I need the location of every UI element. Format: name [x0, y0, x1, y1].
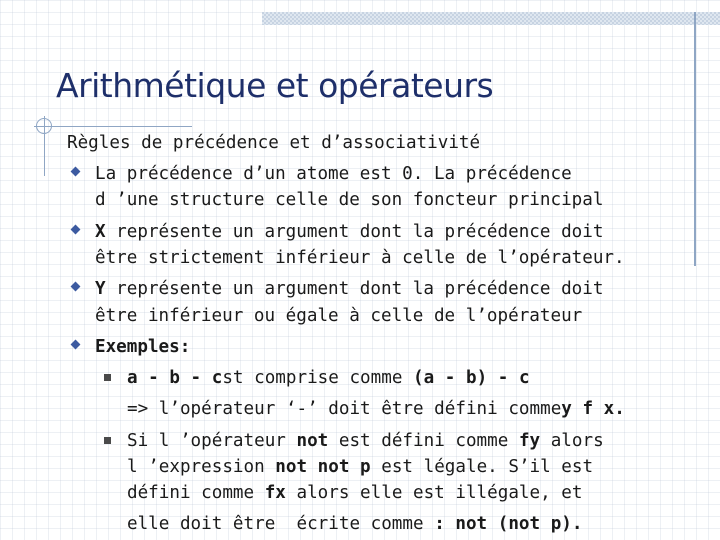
keyword-fy: fy: [518, 431, 541, 451]
example-2-line-4: [127, 513, 582, 535]
var-x: X: [95, 222, 106, 242]
example-1-line-2: [127, 398, 625, 420]
keyword-not-not-p-paren: : not (not p).: [434, 514, 583, 534]
bullet-3-line-1: [95, 278, 603, 300]
diamond-bullet-icon: [71, 282, 81, 292]
bullet-2-line-1: [95, 221, 603, 243]
diamond-bullet-icon: [71, 340, 81, 350]
examples-label: Exemples:: [95, 337, 191, 357]
bullet-2-text: représente un argument dont la précédence doit: [105, 222, 604, 242]
text: défini comme: [127, 483, 265, 503]
example-1-line-1: [127, 367, 530, 389]
text: Si l ’opérateur: [127, 431, 297, 451]
diamond-bullet-icon: [71, 225, 81, 235]
slide-title: Arithmétique et opérateurs: [56, 66, 494, 105]
bullet-3-text: représente un argument dont la précédence doit: [105, 279, 604, 299]
text: elle doit être écrite comme: [127, 514, 435, 534]
text: alors: [540, 431, 604, 451]
diamond-bullet-icon: [71, 167, 81, 177]
keyword-not-not-p: not not p: [275, 457, 371, 477]
bullet-1-line-2: d ’une structure celle de son foncteur principal: [95, 190, 604, 210]
keyword-fx: fx: [264, 483, 286, 503]
bullet-2-line-2: être strictement inférieur à celle de l’opérateur.: [95, 248, 625, 268]
example-1-rule: => l’opérateur ‘-’ doit être défini comme: [127, 399, 562, 419]
bullet-1-line-1: La précédence d’un atome est 0. La précédence: [95, 164, 572, 184]
example-2-line-1: [127, 430, 604, 452]
var-y: Y: [95, 279, 106, 299]
text: alors elle est illégale, et: [285, 483, 583, 503]
square-bullet-icon: [104, 374, 111, 381]
section-heading: Règles de précédence et d’associativité: [67, 133, 481, 153]
example-1-type: y f x.: [561, 399, 625, 419]
bullet-3-line-2: être inférieur ou égale à celle de l’opérateur: [95, 306, 583, 326]
text: l ’expression: [127, 457, 276, 477]
text: est défini comme: [328, 431, 519, 451]
example-2-line-2: [127, 456, 593, 478]
example-1-text: st comprise comme: [222, 368, 414, 388]
example-1-expr2: (a - b) - c: [413, 368, 530, 388]
square-bullet-icon: [104, 437, 111, 444]
example-1-expr: a - b - c: [127, 368, 223, 388]
text: est légale. S’il est: [370, 457, 594, 477]
example-2-line-3: [127, 482, 582, 504]
keyword-not: not: [296, 431, 329, 451]
